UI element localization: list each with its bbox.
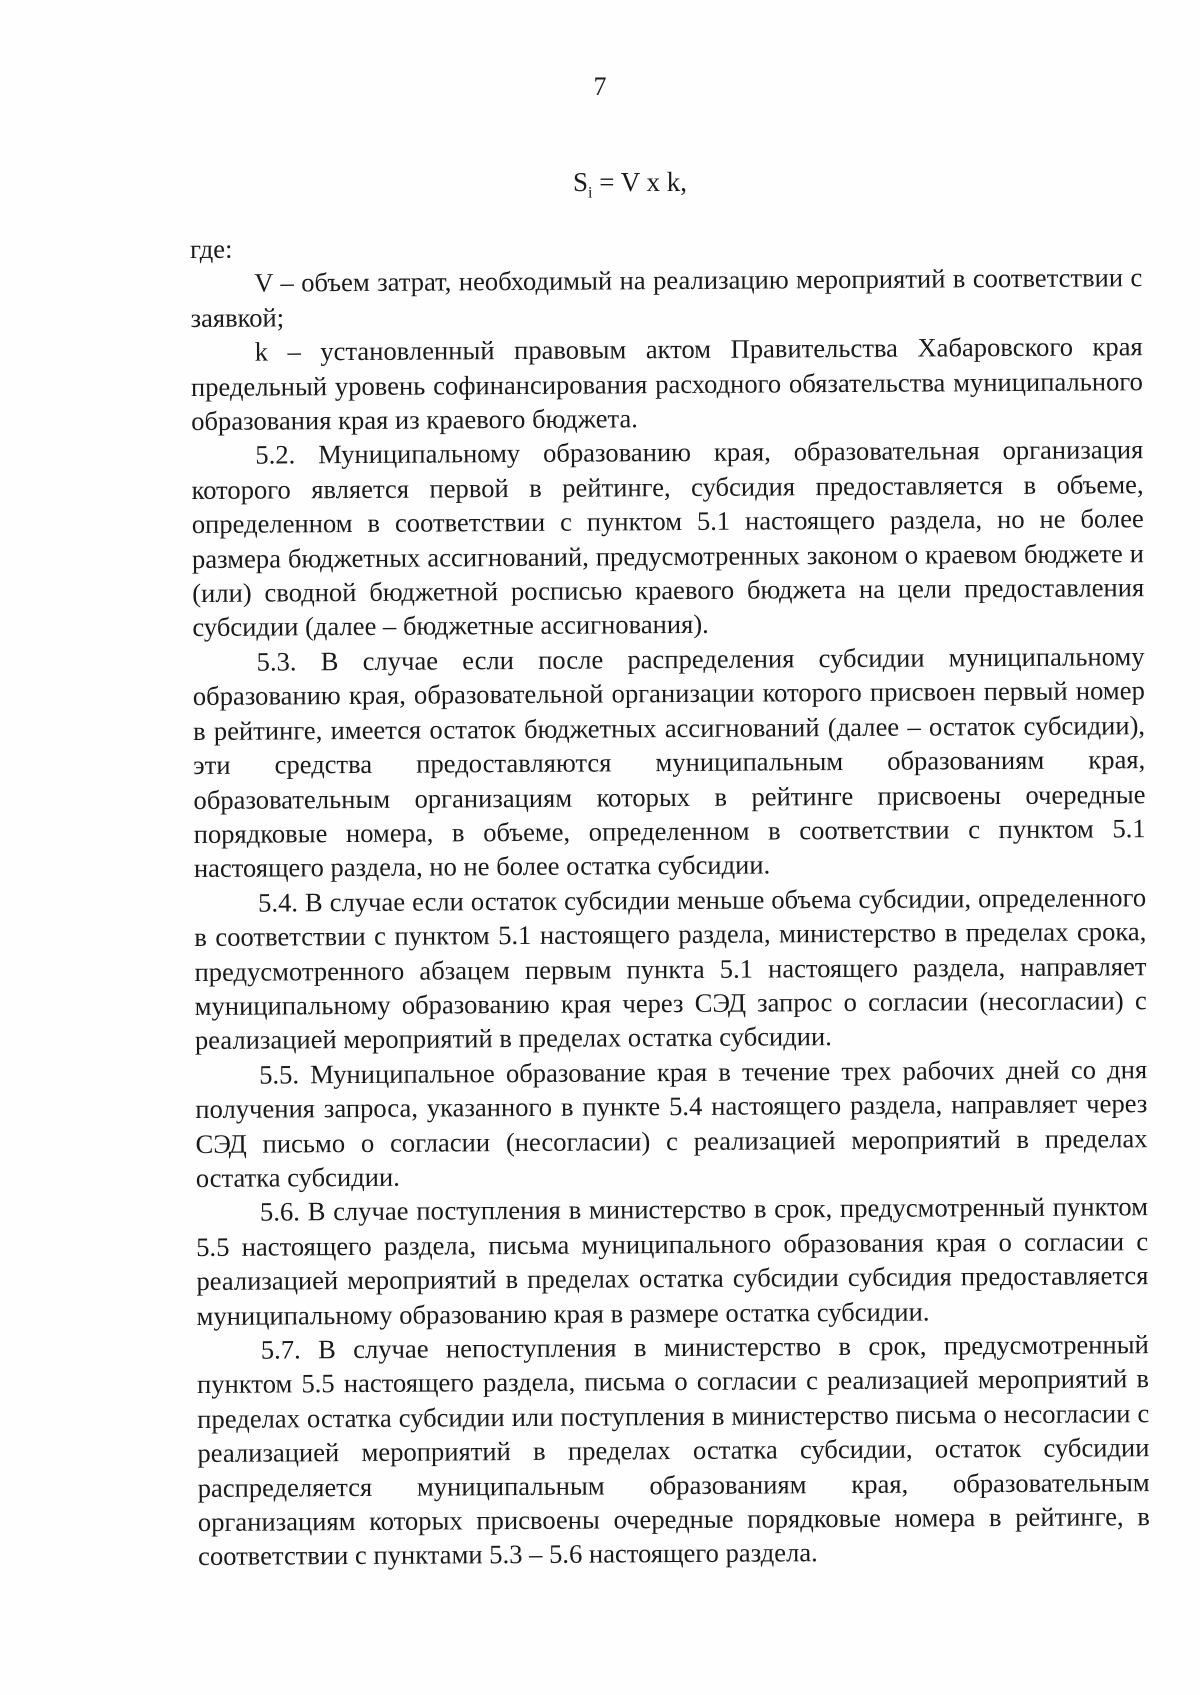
formula-subscript: i bbox=[588, 184, 593, 202]
paragraph-v-definition: V – объем затрат, необходимый на реализацию мероприятий в соответствии с заявкой; bbox=[190, 262, 1143, 333]
paragraph-where: где: bbox=[190, 233, 233, 264]
page-number: 7 bbox=[593, 72, 607, 101]
formula bbox=[0, 166, 1200, 209]
formula-left: S bbox=[573, 167, 589, 197]
paragraph-5-4: 5.4. В случае если остаток субсидии меньше объема субсидии, определенного в соответствии с пунктом 5.1 настоящего раздела, министерство в пределах срока, предусмотренного абзацем первым пункта 5.1 настоящего раздела, направляет муниципальному образованию края через СЭД запрос о согласии (несогласии) с реализацией мероприятий в пределах остатка субсидии. bbox=[194, 881, 1147, 1056]
paragraph-k-definition: k – установленный правовым актом Правительства Хабаровского края предельный уровень софинансирования расходного обязательства муниципального образования края из краевого бюджета. bbox=[190, 331, 1144, 437]
paragraph-5-2: 5.2. Муниципальному образованию края, образовательная организация которого является первой в рейтинге, субсидия предоставляется в объеме, определенном в соответствии с пунктом 5.1 настоящего раздела, но не более размера бюджетных ассигнований, предусмотренных законом о краевом бюджете и (или) сводной бюджетной росписью краевого бюджета на цели предоставления субсидии (далее – бюджетные ассигнования). bbox=[191, 434, 1145, 643]
paragraph-5-3: 5.3. В случае если после распределения субсидии муниципальному образованию края, образовательной организации которого присвоен первый номер в рейтинге, имеется остаток бюджетных ассигнований (далее – остаток субсидии), эти средства предоставляются муниципальным образованиям края, образовательным организациям которых в рейтинге присвоены очередные порядковые номера, в объеме, определенном в соответствии с пунктом 5.1 настоящего раздела, но не более остатка субсидии. bbox=[192, 641, 1146, 884]
paragraph-5-5: 5.5. Муниципальное образование края в течение трех рабочих дней со дня получения запроса, указанного в пункте 5.4 настоящего раздела, направляет через СЭД письмо о согласии (несогласии) с реализацией мероприятий в пределах остатка субсидии. bbox=[195, 1053, 1148, 1193]
paragraph-5-7: 5.7. В случае непоступления в министерство в срок, предусмотренный пунктом 5.5 настоящего раздела, письма о согласии с реализацией мероприятий в пределах остатка субсидии или поступления в министерство письма о несогласии с реализацией мероприятий в пределах остатка субсидии, остаток субсидии распределяется муниципальным образованиям края, образовательным организациям которых присвоены очередные порядковые номера в рейтинге, в соответствии с пунктами 5.3 – 5.6 настоящего раздела. bbox=[196, 1329, 1150, 1572]
document-body bbox=[190, 226, 1150, 1574]
formula-right: = V x k, bbox=[592, 167, 687, 197]
paragraph-5-6: 5.6. В случае поступления в министерство в срок, предусмотренный пунктом 5.5 настоящего раздела, письма муниципального образования края о согласии с реализацией мероприятий в пределах остатка субсидии субсидия предоставляется муниципальному образованию края в размере остатка субсидии. bbox=[196, 1191, 1149, 1331]
